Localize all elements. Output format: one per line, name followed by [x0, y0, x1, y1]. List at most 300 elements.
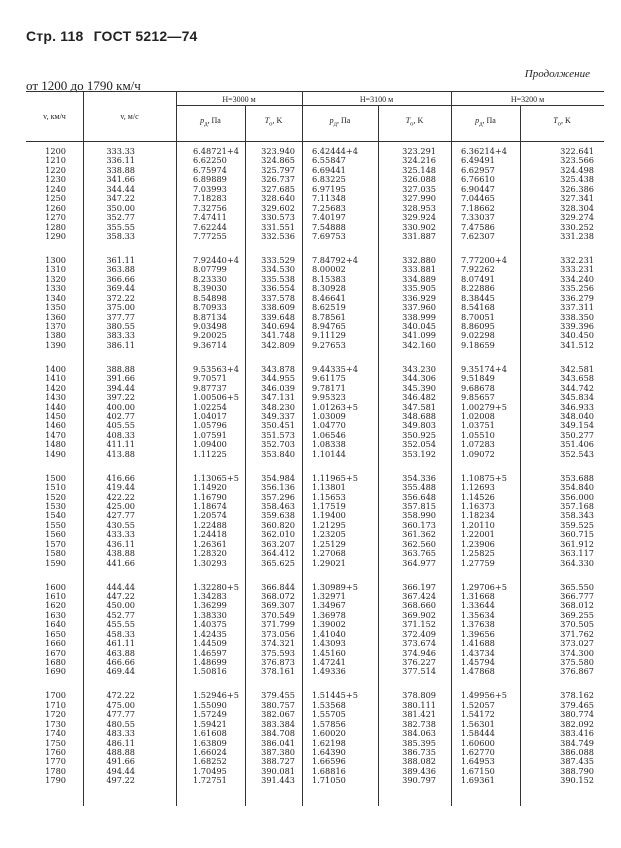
table-cell: 8.30928: [312, 283, 346, 294]
table-cell: 346.039: [261, 382, 295, 393]
row-group: [312, 365, 358, 459]
table-cell: 330.252: [560, 221, 594, 232]
table-cell: 1430: [45, 392, 66, 403]
table-cell: 1.41040: [312, 628, 346, 639]
table-cell: 369.902: [402, 609, 436, 620]
table-cell: 7.92440+4: [193, 254, 239, 265]
table-cell: 419.44: [106, 482, 135, 493]
table-cell: 1660: [45, 638, 66, 649]
table-cell: 377.514: [402, 666, 436, 677]
table-cell: 1490: [45, 448, 66, 459]
table-cell: 356.000: [560, 491, 594, 502]
table-cell: 378.162: [560, 690, 594, 701]
table-cell: 441.66: [106, 557, 135, 568]
table-cell: 491.66: [106, 756, 135, 767]
table-cell: 1.04017: [193, 410, 227, 421]
table-cell: 327.990: [402, 193, 436, 204]
table-cell: 1.30989+5: [312, 581, 358, 592]
table-cell: 6.49491: [461, 155, 495, 166]
table-cell: 332.536: [261, 230, 295, 241]
table-cell: 356.136: [261, 482, 295, 493]
table-cell: 375.580: [560, 657, 594, 667]
table-cell: 331.238: [560, 230, 594, 241]
table-cell: 378.809: [402, 690, 436, 701]
table-cell: 343.230: [402, 363, 436, 374]
table-cell: 373.056: [261, 628, 295, 639]
table-cell: 1.49336: [312, 666, 346, 677]
table-cell: 1.57856: [312, 718, 346, 729]
table-cell: 7.77200+4: [461, 254, 507, 265]
table-cell: 6.36214+4: [461, 146, 507, 156]
table-cell: 324.865: [261, 155, 295, 166]
table-cell: 376.873: [261, 657, 295, 667]
table-cell: 1670: [45, 647, 66, 658]
table-cell: 346.482: [402, 392, 436, 403]
table-cell: 1420: [45, 382, 66, 393]
table-cell: 6.62250: [193, 155, 227, 166]
table-cell: 370.549: [261, 609, 295, 620]
table-cell: 384.708: [261, 728, 295, 739]
table-cell: 458.33: [106, 628, 135, 639]
table-cell: 1.14920: [193, 482, 227, 493]
table-cell: 6.48721+4: [193, 146, 239, 156]
table-cell: 328.953: [402, 202, 436, 213]
column-p-3000: [193, 147, 239, 786]
table-cell: 1.58444: [461, 728, 495, 739]
page-header: [26, 28, 198, 44]
table-cell: 1.13065+5: [193, 472, 239, 483]
table-cell: 380.774: [560, 709, 594, 720]
table-cell: 1.72751: [193, 775, 227, 786]
row-group: [312, 691, 358, 785]
table-cell: 350.451: [261, 420, 295, 431]
table-cell: 360.820: [261, 519, 295, 530]
table-cell: 1.45794: [461, 657, 495, 667]
table-cell: 325.148: [402, 164, 436, 175]
table-cell: 430.55: [106, 519, 135, 530]
data-table: [26, 91, 604, 806]
table-cell: 386.041: [261, 737, 295, 748]
table-cell: 433.33: [106, 529, 135, 540]
continuation-label: Продолжение: [524, 68, 590, 80]
table-cell: 1.71050: [312, 775, 346, 786]
table-cell: 354.840: [560, 482, 594, 493]
table-cell: 7.62307: [461, 230, 495, 241]
table-cell: 1.40375: [193, 619, 227, 630]
table-cell: 1.42435: [193, 628, 227, 639]
table-cell: 8.22886: [461, 283, 495, 294]
table-cell: 342.160: [402, 339, 436, 350]
table-cell: 463.88: [106, 647, 135, 658]
column-divider: [451, 91, 452, 806]
table-cell: 408.33: [106, 429, 135, 440]
table-cell: 336.11: [106, 155, 135, 166]
row-group: [520, 691, 594, 785]
table-cell: 388.082: [402, 756, 436, 767]
table-cell: 447.22: [106, 590, 135, 601]
table-cell: 1530: [45, 500, 66, 511]
table-cell: 341.748: [261, 330, 295, 341]
table-cell: 7.04465: [461, 193, 495, 204]
table-cell: 323.566: [560, 155, 594, 166]
table-cell: 390.081: [261, 765, 295, 776]
table-cell: 336.554: [261, 283, 295, 294]
table-cell: 1.26361: [193, 538, 227, 549]
table-cell: 1.25129: [312, 538, 346, 549]
table-cell: 390.797: [402, 775, 436, 786]
table-cell: 364.330: [560, 557, 594, 568]
table-cell: 9.18659: [461, 339, 495, 350]
table-cell: 444.44: [106, 581, 135, 592]
table-cell: 1400: [45, 363, 66, 374]
table-cell: 324.498: [560, 164, 594, 175]
table-cell: 6.97195: [312, 183, 346, 194]
table-cell: 1.04770: [312, 420, 346, 431]
table-cell: 497.22: [106, 775, 135, 786]
table-cell: 357.168: [560, 500, 594, 511]
table-cell: 436.11: [106, 538, 135, 549]
table-cell: 1.39656: [461, 628, 495, 639]
table-cell: 348.040: [560, 410, 594, 421]
table-cell: 7.18662: [461, 202, 495, 213]
table-cell: 7.47586: [461, 221, 495, 232]
row-group: [26, 365, 66, 459]
table-cell: 333.529: [261, 254, 295, 265]
table-cell: 1510: [45, 482, 66, 493]
table-cell: 1.02008: [461, 410, 495, 421]
table-cell: 337.578: [261, 292, 295, 303]
table-cell: 374.300: [560, 647, 594, 658]
table-cell: 369.44: [106, 283, 135, 294]
table-cell: 355.488: [402, 482, 436, 493]
header-temperature: $T_о$, K: [264, 116, 283, 128]
table-cell: 1200: [45, 146, 66, 156]
table-cell: 335.256: [560, 283, 594, 294]
table-cell: 1.48699: [193, 657, 227, 667]
table-cell: 1390: [45, 339, 66, 350]
table-cell: 7.47411: [193, 212, 227, 223]
table-cell: 329.602: [261, 202, 295, 213]
row-group: [83, 583, 135, 677]
table-cell: 368.660: [402, 600, 436, 611]
table-cell: 1.25825: [461, 548, 495, 559]
table-cell: 1650: [45, 628, 66, 639]
table-cell: 388.727: [261, 756, 295, 767]
row-group: [378, 691, 436, 785]
table-cell: 1220: [45, 164, 66, 175]
table-cell: 1.60600: [461, 737, 495, 748]
table-cell: 1.38330: [193, 609, 227, 620]
table-cell: 345.390: [402, 382, 436, 393]
row-group: [461, 147, 507, 241]
table-cell: 1.32971: [312, 590, 346, 601]
table-cell: 1.60020: [312, 728, 346, 739]
table-cell: 348.688: [402, 410, 436, 421]
table-cell: 354.336: [402, 472, 436, 483]
table-cell: 1.45160: [312, 647, 346, 658]
table-cell: 9.78171: [312, 382, 346, 393]
table-cell: 352.054: [402, 439, 436, 450]
table-cell: 350.00: [106, 202, 135, 213]
table-cell: 332.880: [402, 254, 436, 265]
column-t-3100: [378, 147, 436, 786]
table-cell: 1.31668: [461, 590, 495, 601]
table-cell: 1720: [45, 709, 66, 720]
table-cell: 1310: [45, 264, 66, 275]
table-cell: 7.69753: [312, 230, 346, 241]
row-group: [245, 365, 295, 459]
table-cell: 1.22001: [461, 529, 495, 540]
table-cell: 1.33644: [461, 600, 495, 611]
table-cell: 338.999: [402, 311, 436, 322]
table-cell: 343.658: [560, 373, 594, 384]
table-cell: 391.66: [106, 373, 135, 384]
column-divider: [176, 91, 177, 806]
table-cell: 8.70051: [461, 311, 495, 322]
column-v-kmh: [26, 147, 66, 786]
table-cell: 382.738: [402, 718, 436, 729]
table-cell: 9.02298: [461, 330, 495, 341]
table-cell: 466.66: [106, 657, 135, 667]
table-cell: 326.737: [261, 174, 295, 185]
table-cell: 386.735: [402, 747, 436, 757]
table-cell: 342.809: [261, 339, 295, 350]
table-cell: 1.37638: [461, 619, 495, 630]
table-cell: 1.16373: [461, 500, 495, 511]
table-cell: 1.05796: [193, 420, 227, 431]
table-cell: 1.55090: [193, 699, 227, 710]
table-cell: 1.36978: [312, 609, 346, 620]
table-cell: 386.088: [560, 747, 594, 757]
table-cell: 1.32280+5: [193, 581, 239, 592]
group-label-3000: H=3000 м: [222, 95, 256, 104]
table-cell: 336.279: [560, 292, 594, 303]
table-cell: 1550: [45, 519, 66, 530]
table-cell: 382.092: [560, 718, 594, 729]
table-cell: 339.648: [261, 311, 295, 322]
table-cell: 355.55: [106, 221, 135, 232]
group-label-3200: H=3200 м: [510, 95, 545, 104]
table-cell: 1.59421: [193, 718, 227, 729]
table-cell: 388.88: [106, 363, 135, 374]
header-bottom-rule: [26, 141, 604, 142]
table-cell: 365.550: [560, 581, 594, 592]
table-cell: 1.55705: [312, 709, 346, 720]
table-cell: 1.17519: [312, 500, 346, 511]
table-cell: 1.39002: [312, 619, 346, 630]
table-cell: 7.11348: [312, 193, 346, 204]
table-cell: 374.321: [261, 638, 295, 649]
table-cell: 1.34967: [312, 600, 346, 611]
table-cell: 486.11: [106, 737, 135, 748]
table-cell: 1.47241: [312, 657, 346, 667]
table-cell: 1.27759: [461, 557, 495, 568]
table-cell: 333.881: [402, 264, 436, 275]
table-cell: 352.703: [261, 439, 295, 450]
table-cell: 1.03009: [312, 410, 346, 421]
table-cell: 8.15383: [312, 273, 346, 284]
table-cell: 381.421: [402, 709, 436, 720]
table-cell: 341.099: [402, 330, 436, 341]
table-cell: 1.53568: [312, 699, 346, 710]
table-cell: 1790: [45, 775, 66, 786]
table-cell: 9.20025: [193, 330, 227, 341]
table-cell: 400.00: [106, 401, 135, 412]
column-t-3200: [520, 147, 594, 786]
table-cell: 359.638: [261, 510, 295, 521]
table-cell: 488.88: [106, 747, 135, 757]
table-cell: 1580: [45, 548, 66, 559]
table-cell: 363.765: [402, 548, 436, 559]
table-cell: 1.61608: [193, 728, 227, 739]
table-cell: 9.03498: [193, 320, 227, 331]
table-cell: 357.815: [402, 500, 436, 511]
table-cell: 1600: [45, 581, 66, 592]
table-cell: 472.22: [106, 690, 135, 701]
table-cell: 494.44: [106, 765, 135, 776]
table-cell: 7.54888: [312, 221, 346, 232]
table-cell: 1.15653: [312, 491, 346, 502]
table-cell: 7.40197: [312, 212, 346, 223]
table-cell: 372.22: [106, 292, 135, 303]
table-cell: 334.240: [560, 273, 594, 284]
table-cell: 427.77: [106, 510, 135, 521]
table-cell: 1.28320: [193, 548, 227, 559]
table-cell: 402.77: [106, 410, 135, 421]
row-group: [520, 474, 594, 568]
table-cell: 1.44509: [193, 638, 227, 649]
table-cell: 334.889: [402, 273, 436, 284]
table-cell: 1.46597: [193, 647, 227, 658]
table-cell: 1.68252: [193, 756, 227, 767]
table-cell: 383.384: [261, 718, 295, 729]
row-group: [83, 474, 135, 568]
table-cell: 7.92262: [461, 264, 495, 275]
table-cell: 328.304: [560, 202, 594, 213]
table-cell: 9.53563+4: [193, 363, 239, 374]
table-cell: 366.197: [402, 581, 436, 592]
table-cell: 349.803: [402, 420, 436, 431]
table-cell: 356.648: [402, 491, 436, 502]
table-cell: 1.14526: [461, 491, 495, 502]
table-cell: 380.757: [261, 699, 295, 710]
column-p-3100: [312, 147, 358, 786]
table-cell: 1240: [45, 183, 66, 194]
table-cell: 1460: [45, 420, 66, 431]
table-cell: 382.067: [261, 709, 295, 720]
table-cell: 1.01263+5: [312, 401, 358, 412]
table-cell: 8.07491: [461, 273, 495, 284]
table-cell: 1270: [45, 212, 66, 223]
table-cell: 1280: [45, 221, 66, 232]
table-cell: 336.929: [402, 292, 436, 303]
table-cell: 1370: [45, 320, 66, 331]
table-cell: 1350: [45, 302, 66, 313]
table-cell: 349.337: [261, 410, 295, 421]
table-cell: 1710: [45, 699, 66, 710]
row-group: [378, 365, 436, 459]
table-cell: 1210: [45, 155, 66, 166]
row-group: [520, 256, 594, 350]
table-cell: 339.396: [560, 320, 594, 331]
table-cell: 7.03993: [193, 183, 227, 194]
table-cell: 326.088: [402, 174, 436, 185]
table-cell: 364.412: [261, 548, 295, 559]
page-number: Стр. 118: [26, 28, 84, 44]
table-cell: 411.11: [106, 439, 135, 450]
table-cell: 450.00: [106, 600, 135, 611]
table-cell: 1.35634: [461, 609, 495, 620]
table-cell: 6.42444+4: [312, 146, 358, 156]
row-group: [83, 691, 135, 785]
table-cell: 354.984: [261, 472, 295, 483]
table-cell: 1560: [45, 529, 66, 540]
table-cell: 347.581: [402, 401, 436, 412]
table-cell: 6.62957: [461, 164, 495, 175]
table-cell: 340.694: [261, 320, 295, 331]
table-cell: 413.88: [106, 448, 135, 459]
table-cell: 1700: [45, 690, 66, 701]
table-cell: 338.88: [106, 164, 135, 175]
table-cell: 483.33: [106, 728, 135, 739]
table-cell: 358.990: [402, 510, 436, 521]
table-cell: 1.64390: [312, 747, 346, 757]
table-cell: 360.173: [402, 519, 436, 530]
table-cell: 1.49956+5: [461, 690, 507, 701]
table-cell: 332.231: [560, 254, 594, 265]
table-cell: 387.380: [261, 747, 295, 757]
table-cell: 383.416: [560, 728, 594, 739]
table-cell: 327.685: [261, 183, 295, 194]
table-cell: 347.22: [106, 193, 135, 204]
table-cell: 1.09072: [461, 448, 495, 459]
table-cell: 7.84792+4: [312, 254, 358, 265]
table-cell: 8.38445: [461, 292, 495, 303]
row-group: [312, 147, 358, 241]
row-group: [520, 583, 594, 677]
table-cell: 324.216: [402, 155, 436, 166]
table-cell: 367.424: [402, 590, 436, 601]
table-cell: 329.924: [402, 212, 436, 223]
row-group: [26, 256, 66, 350]
table-cell: 350.277: [560, 429, 594, 440]
table-cell: 341.66: [106, 174, 135, 185]
table-cell: 1680: [45, 657, 66, 667]
row-group: [83, 256, 135, 350]
row-group: [83, 147, 135, 241]
table-cell: 1780: [45, 765, 66, 776]
table-cell: 335.538: [261, 273, 295, 284]
table-cell: 8.46641: [312, 292, 346, 303]
table-cell: 1.03751: [461, 420, 495, 431]
table-cell: 344.955: [261, 373, 295, 384]
table-cell: 348.230: [261, 401, 295, 412]
header-pressure: $p_д$, Па: [329, 116, 351, 128]
table-cell: 1.43093: [312, 638, 346, 649]
table-cell: 371.152: [402, 619, 436, 630]
row-group: [245, 474, 295, 568]
row-group: [461, 474, 507, 568]
column-p-3200: [461, 147, 507, 786]
row-group: [26, 147, 66, 241]
table-cell: 1.52946+5: [193, 690, 239, 701]
table-cell: 455.55: [106, 619, 135, 630]
table-cell: 1300: [45, 254, 66, 265]
table-cell: 461.11: [106, 638, 135, 649]
table-cell: 1.36299: [193, 600, 227, 611]
table-cell: 368.012: [560, 600, 594, 611]
table-cell: 375.00: [106, 302, 135, 313]
